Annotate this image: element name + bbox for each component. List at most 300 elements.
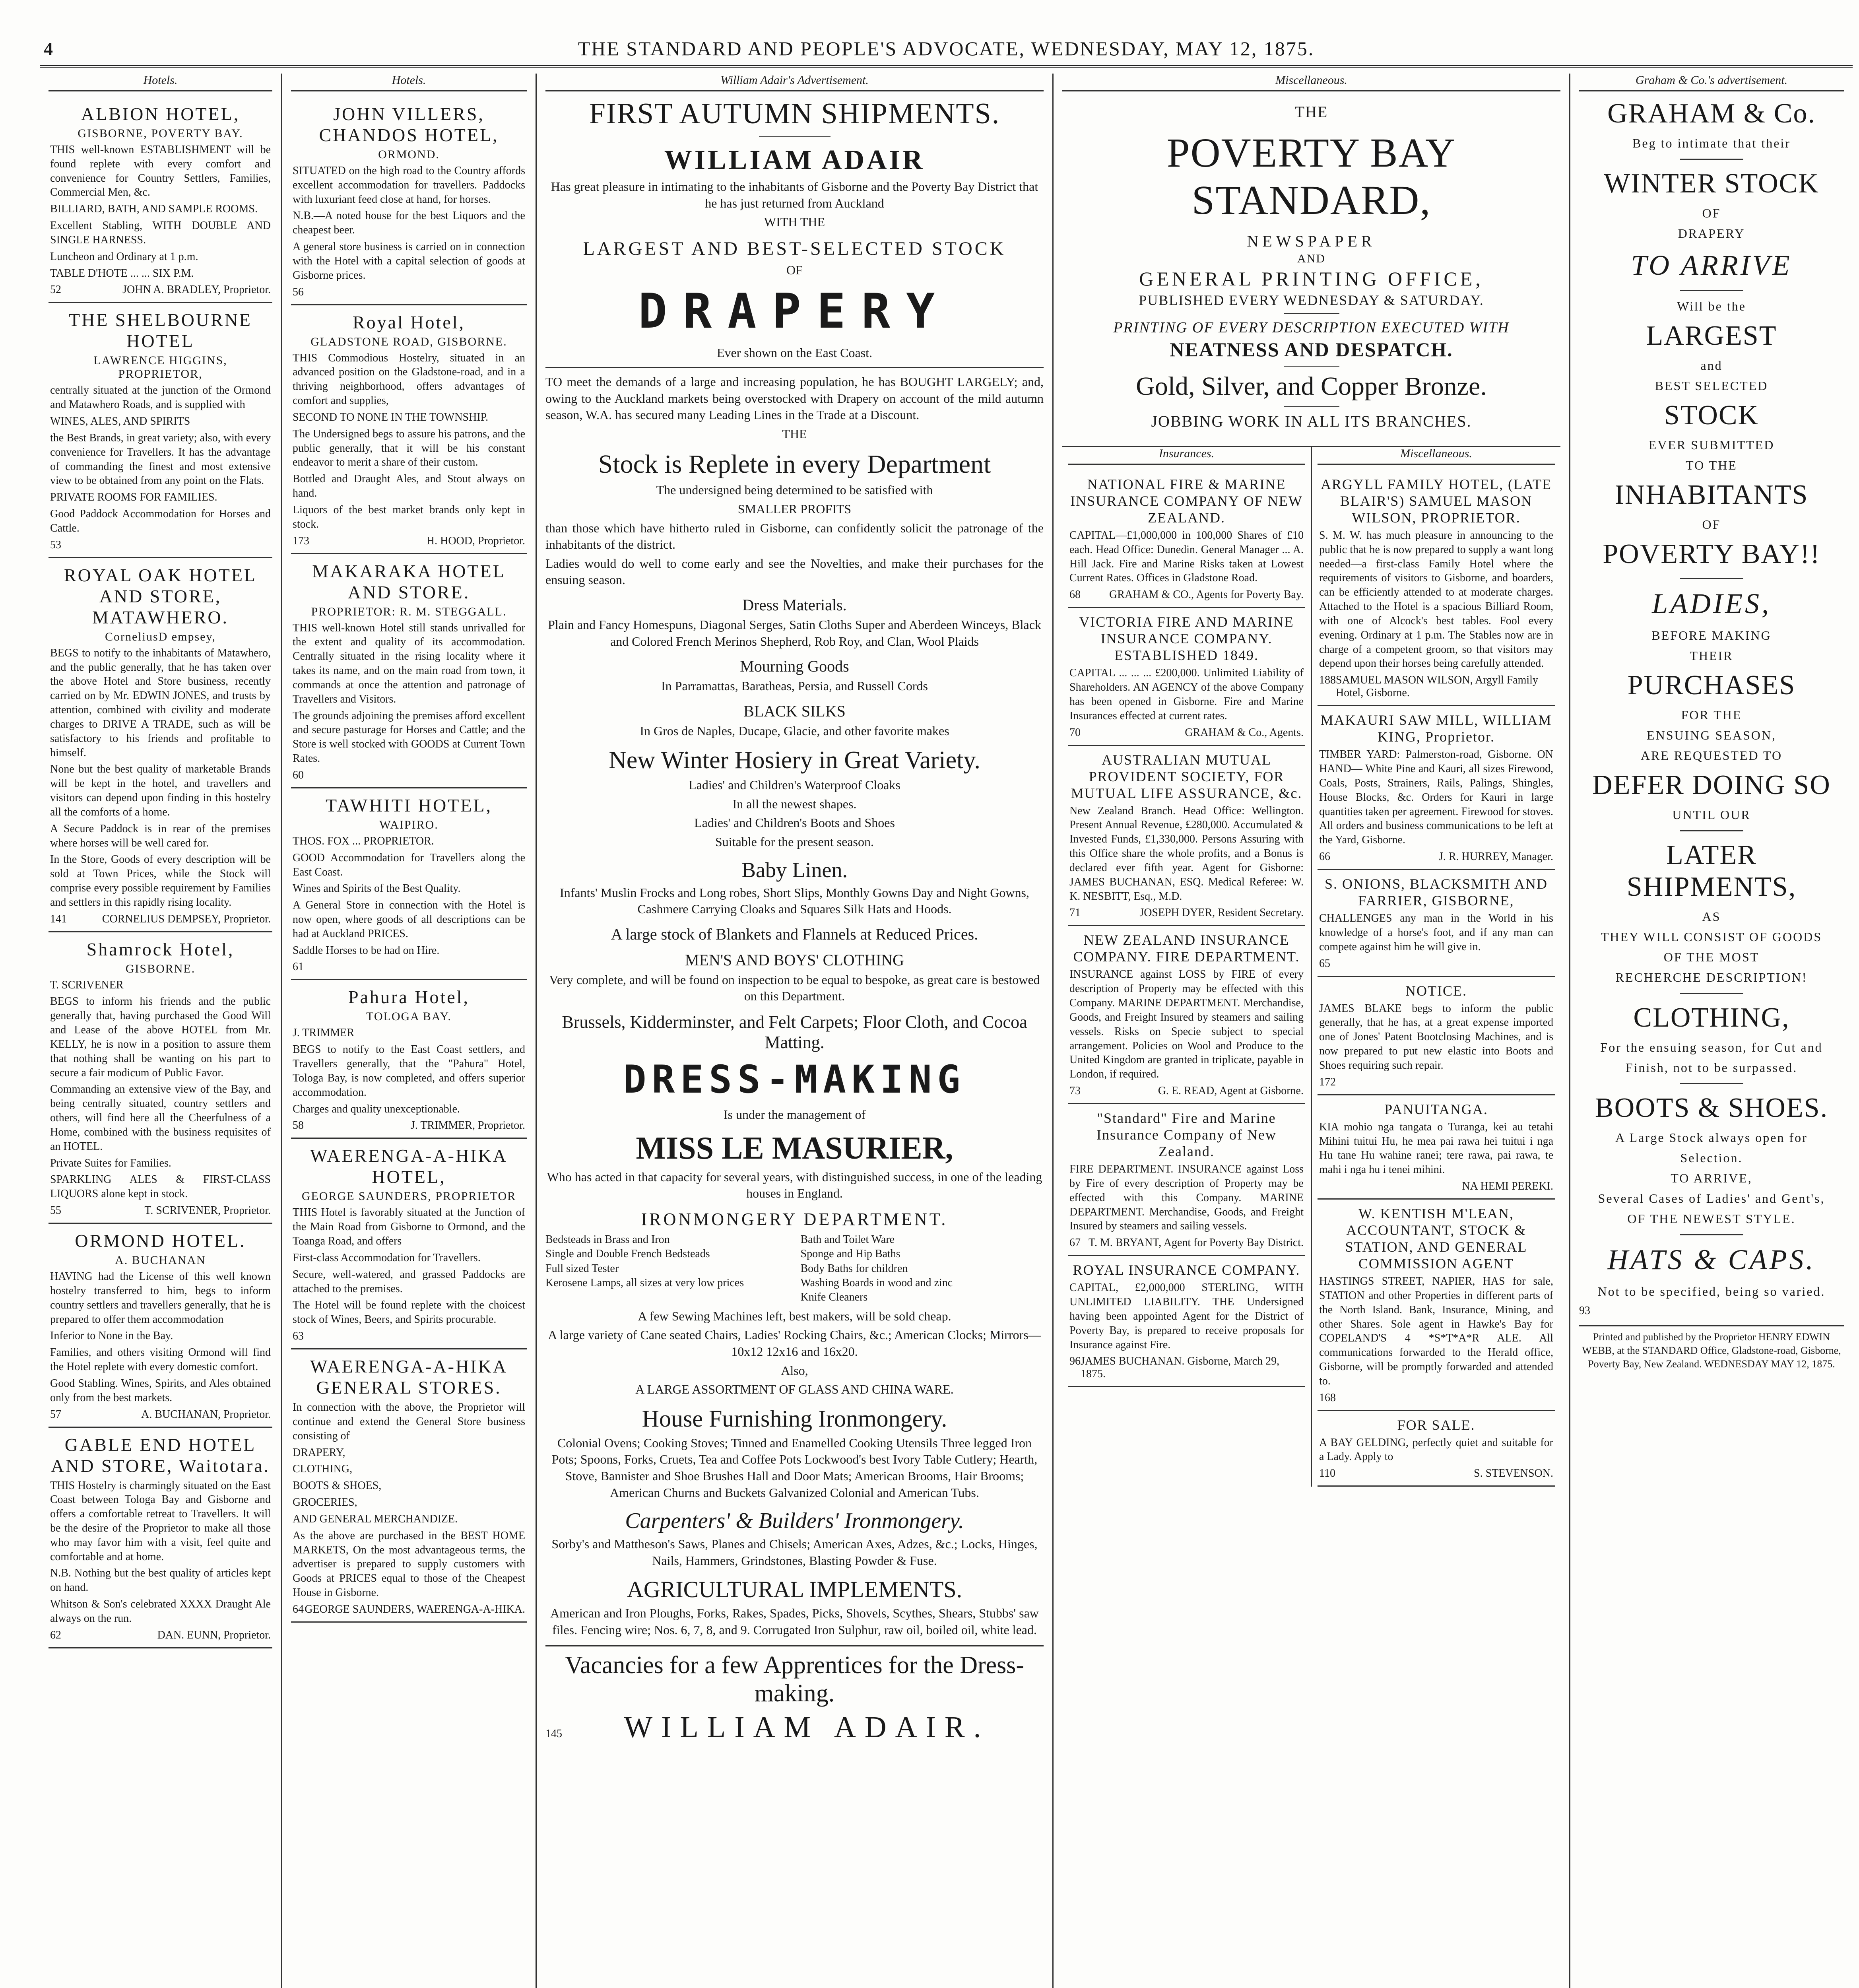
graham-line: LATER SHIPMENTS, xyxy=(1626,840,1797,902)
ad-text: INSURANCE against LOSS by FIRE of every description of Property may be effected with this Company. MARINE DEPARTMENT. Merchandise, Goods, and Freight Insured by steamers and sailing vessels. Risks on Specie subject to special arrangement. Policies on Wool and Produce to the United Kingdom are granted in triplicate, payable in London, if required. xyxy=(1069,968,1304,1081)
ad-number: 60 xyxy=(293,769,304,781)
ad-title: "Standard" Fire and Marine Insurance Company of New Zealand. xyxy=(1096,1110,1277,1160)
adair-iron-list xyxy=(545,1233,1044,1305)
adair-title: FIRST AUTUMN SHIPMENTS. xyxy=(589,97,1000,130)
adair-satisfied: The undersigned being determined to be satisfied with xyxy=(656,483,933,497)
ad-text: Saddle Horses to be had on Hire. xyxy=(293,944,440,957)
hotel-ad xyxy=(49,558,272,932)
adair-iron-heading: IRONMONGERY DEPARTMENT. xyxy=(641,1209,948,1229)
ad-text: THIS Commodious Hostelry, situated in an advanced position on the Gladstone-road, and in a thriving neighborhood, offers advantages of comfort and supplies, xyxy=(293,351,525,407)
ad-number: 73 xyxy=(1069,1085,1081,1097)
ad-number: 173 xyxy=(293,534,309,547)
graham-line: THEY WILL CONSIST OF GOODS xyxy=(1601,930,1822,944)
graham-line: INHABITANTS xyxy=(1614,480,1809,510)
ad-signature xyxy=(50,913,271,926)
graham-line: OF xyxy=(1702,206,1721,220)
ad-title: TAWHITI HOTEL, xyxy=(325,795,493,815)
notice-ad xyxy=(1318,1411,1555,1487)
adair-silks-text: In Gros de Naples, Ducape, Glacie, and other favorite makes xyxy=(640,723,949,738)
notice-ad xyxy=(1068,470,1305,608)
standard-jobbing: JOBBING WORK IN ALL ITS BRANCHES. xyxy=(1151,412,1472,430)
ad-proprietor-name: CORNELIUS DEMPSEY, xyxy=(102,912,221,925)
graham-line: Several Cases of Ladies' and Gent's, xyxy=(1598,1191,1825,1206)
ad-signatory: T. M. BRYANT, Agent for Poverty Bay District. xyxy=(1088,1237,1304,1249)
adair-with: WITH THE xyxy=(764,215,825,229)
adair-footer: WILLIAM ADAIR. xyxy=(624,1710,990,1744)
ad-number: 67 xyxy=(1069,1237,1081,1249)
standard-printing: PRINTING OF EVERY DESCRIPTION EXECUTED WITH xyxy=(1113,319,1510,336)
ad-text: AND GENERAL MERCHANDIZE. xyxy=(293,1512,458,1525)
standard-newspaper: NEWSPAPER xyxy=(1247,232,1376,250)
ad-number: 168 xyxy=(1319,1391,1336,1404)
ad-proprietor xyxy=(427,535,525,547)
ad-proprietor-name: JOHN A. BRADLEY, xyxy=(122,283,221,296)
adair-under: Is under the management of xyxy=(723,1107,866,1122)
graham-line: OF xyxy=(1702,517,1721,532)
ad-title: WAERENGA-A-HIKA GENERAL STORES. xyxy=(310,1356,508,1398)
ad-title: ROYAL INSURANCE COMPANY. xyxy=(1073,1262,1300,1278)
ad-proprietor-role: Proprietor. xyxy=(478,1119,525,1132)
ad-signatory: GRAHAM & CO., Agents for Poverty Bay. xyxy=(1109,588,1304,601)
ad-signature xyxy=(50,1629,271,1642)
ad-number: 70 xyxy=(1069,726,1081,739)
graham-line: PURCHASES xyxy=(1627,670,1796,701)
ad-subtitle: TOLOGA BAY. xyxy=(366,1010,452,1023)
ad-text: HASTINGS STREET, NAPIER, HAS for sale, STATION and other Properties in different parts of the North Island. Bank, Insurance, Mining, and other Shares. Sole agent in Hawke's Bay for COPELAND'S 4 *S*T*A*R ALE. All communications forwarded to the Herald office, Gisborne, will be promptly forwarded and attended to. xyxy=(1319,1275,1553,1387)
notice-ad xyxy=(1318,470,1555,706)
graham-line: Not to be specified, being so varied. xyxy=(1597,1284,1826,1299)
ad-title: THE SHELBOURNE HOTEL xyxy=(68,310,252,351)
ad-signature xyxy=(50,1408,271,1421)
ad-proprietor xyxy=(305,1603,525,1616)
ad-title: MAKARAKA HOTEL AND STORE. xyxy=(312,561,506,602)
adair-also: Also, xyxy=(781,1363,808,1378)
ad-proprietor-name: H. HOOD, xyxy=(426,534,475,547)
adair-dress-text: Plain and Fancy Homespuns, Diagonal Serges, Satin Cloths Super and Aberdeen Winceys, Black and Colored French Merinos Shepherd, Rob Roy, and Clan, Wool Plaids xyxy=(548,617,1041,648)
graham-line: DRAPERY xyxy=(1678,226,1745,241)
ad-number: 63 xyxy=(293,1330,304,1343)
ad-text: Good Stabling. Wines, Spirits, and Ales obtained only from the best markets. xyxy=(50,1377,271,1404)
ad-subtitle: A. BUCHANAN xyxy=(115,1254,206,1267)
ad-proprietor xyxy=(141,1408,271,1421)
ad-signature xyxy=(293,535,525,547)
divider xyxy=(1680,1234,1743,1235)
ad-number: 65 xyxy=(1319,957,1330,970)
ad-number: 188 xyxy=(1319,674,1336,687)
ad-signature xyxy=(293,961,525,973)
ad-number: 110 xyxy=(1319,1467,1335,1480)
hotel-ad xyxy=(291,1349,527,1623)
ad-text: Good Paddock Accommodation for Horses and Cattle. xyxy=(50,508,271,534)
adair-men-text: Very complete, and will be found on inspection to be equal to bespoke, as great care is bestowed on this Department. xyxy=(549,972,1040,1004)
ad-signature xyxy=(1319,957,1553,970)
ad-text: A Secure Paddock is in rear of the premises where horses will be well cared for. xyxy=(50,822,271,849)
graham-line: TO ARRIVE, xyxy=(1671,1171,1752,1185)
ad-text: THIS Hostelry is charmingly situated on the East Coast between Tologa Bay and Gisborne and offers a comfortable retreat to Travellers. It will be the desire of the Proprietor to make all those who may favor him with a visit, feel quite and comfortable and at home. xyxy=(50,1479,271,1563)
ad-subtitle: GLADSTONE ROAD, GISBORNE. xyxy=(310,335,507,348)
ad-title: Shamrock Hotel, xyxy=(86,939,235,959)
graham-line: and xyxy=(1700,358,1723,373)
ad-subtitle: ORMOND. xyxy=(378,148,440,161)
graham-line: BEFORE MAKING xyxy=(1651,628,1772,643)
ad-text: In the Store, Goods of every description will be sold at Town Prices, while the Stock will comprise every possible requirement by Families and settlers in this rapidly rising locality. xyxy=(50,853,271,909)
ad-text: Charges and quality unexceptionable. xyxy=(293,1103,460,1115)
masthead-title: THE STANDARD AND PEOPLE'S ADVOCATE, WEDNESDAY, MAY 12, 1875. xyxy=(578,37,1315,60)
graham-line: Finish, not to be surpassed. xyxy=(1625,1060,1798,1075)
subcolumn-heading: Insurances. xyxy=(1068,447,1305,465)
ad-text: WINES, ALES, AND SPIRITS xyxy=(50,415,190,428)
ad-text: Secure, well-watered, and grassed Paddocks are attached to the premises. xyxy=(293,1268,525,1295)
ad-text: A general store business is carried on in connection with the Hotel with a capital selection of goods at Gisborne prices. xyxy=(293,241,525,282)
ad-title: W. KENTISH M'LEAN, ACCOUNTANT, STOCK & STATION, AND GENERAL COMMISSION AGENT xyxy=(1345,1206,1527,1272)
hotel-ad xyxy=(291,1139,527,1349)
adair-largest: LARGEST AND BEST-SELECTED STOCK xyxy=(583,238,1006,259)
ad-text: THIS well-known ESTABLISHMENT will be found replete with every comfort and convenience for Country Settlers, Families, Commercial Men, &c. xyxy=(50,144,271,199)
column-heading: Miscellaneous. xyxy=(1062,74,1560,91)
adair-vacancies: Vacancies for a few Apprentices for the Dress-making. xyxy=(545,1645,1044,1708)
adair-miss: MISS LE MASURIER, xyxy=(636,1130,953,1166)
ad-text: The Hotel will be found replete with the choicest stock of Wines, Beers, and Spirits procurable. xyxy=(293,1299,525,1326)
ad-subtitle: GISBORNE, POVERTY BAY. xyxy=(78,127,243,140)
ad-title: NOTICE. xyxy=(1405,982,1467,999)
ad-text: Private Suites for Families. xyxy=(50,1157,171,1169)
column-heading: Graham & Co.'s advertisement. xyxy=(1579,74,1844,91)
ad-signature xyxy=(1319,1180,1553,1193)
adair-cloaks-text: In all the newest shapes. xyxy=(732,796,857,811)
ad-title: NATIONAL FIRE & MARINE INSURANCE COMPANY OF NEW ZEALAND. xyxy=(1070,476,1303,526)
hotel-ad xyxy=(49,97,272,303)
column-heading: Hotels. xyxy=(291,74,527,91)
misc-subcolumn xyxy=(1312,447,1560,1487)
graham-line: GRAHAM & Co. xyxy=(1607,98,1816,129)
ad-signature xyxy=(50,283,271,296)
ad-signatory: JAMES BUCHANAN. Gisborne, March 29, 1875. xyxy=(1081,1355,1280,1380)
ad-text: First-class Accommodation for Travellers. xyxy=(293,1251,481,1264)
notice-ad xyxy=(1068,1104,1305,1256)
standard-neatness: NEATNESS AND DESPATCH. xyxy=(1170,338,1453,361)
column-miscellaneous xyxy=(1054,74,1570,1988)
adair-ever: Ever shown on the East Coast. xyxy=(716,346,873,360)
ad-signature xyxy=(1319,1467,1553,1480)
ad-subtitle: WAIPIRO. xyxy=(379,818,439,831)
ad-text: T. SCRIVENER xyxy=(50,978,124,991)
notice-ad xyxy=(1068,926,1305,1104)
adair-of: OF xyxy=(786,262,803,277)
adair-drapery: DRAPERY xyxy=(638,284,951,340)
ad-signature xyxy=(293,1603,525,1616)
ad-title: FOR SALE. xyxy=(1397,1417,1475,1433)
hotel-ad xyxy=(291,980,527,1139)
column-heading: Hotels. xyxy=(49,74,272,91)
ad-signature xyxy=(293,1119,525,1132)
ad-signature xyxy=(1069,726,1304,739)
ad-text: SITUATED on the high road to the Country affords excellent accommodation for travellers. Paddocks with luxuriant feed close at hand, for horses. xyxy=(293,165,525,206)
ad-text: centrally situated at the junction of the Ormond and Matawhero Roads, and is supplied with xyxy=(50,384,271,411)
divider xyxy=(1680,993,1743,994)
ad-text: CAPITAL, £2,000,000 STERLING, WITH UNLIMITED LIABILITY. THE Undersigned having been appointed Agent for the District of Poverty Bay, is prepared to receive proposals for Insurance against Fire. xyxy=(1069,1281,1304,1351)
ad-title: GABLE END HOTEL AND STORE, Waitotara. xyxy=(50,1434,270,1476)
ad-signatory: G. E. READ, Agent at Gisborne. xyxy=(1158,1085,1304,1097)
ad-title: JOHN VILLERS, CHANDOS HOTEL, xyxy=(319,104,499,145)
ad-proprietor xyxy=(157,1629,271,1642)
ad-number: 61 xyxy=(293,961,304,973)
ad-signature xyxy=(1069,1355,1304,1380)
standard-and: AND xyxy=(1297,252,1325,265)
ad-text: Families, and others visiting Ormond will find the Hotel replete with every domestic comfort. xyxy=(50,1346,271,1373)
adair-chairs: A large variety of Cane seated Chairs, Ladies' Rocking Chairs, &c.; American Clocks; Mirrors—10x12 12x16 and 16x20. xyxy=(548,1328,1041,1359)
ad-text: PRIVATE ROOMS FOR FAMILIES. xyxy=(50,491,217,504)
ad-text: J. TRIMMER xyxy=(293,1027,355,1039)
ad-subtitle: LAWRENCE HIGGINS, PROPRIETOR, xyxy=(93,354,227,381)
ad-text: TIMBER YARD: Palmerston-road, Gisborne. ON HAND— White Pine and Kauri, all sizes Firewood, Coals, Posts, Strainers, Rails, Palings, Shingles, House Blocks, &c. Orders for Kauri in large quantities taken per agreement. Firewood for stoves. All orders and business communications to be left at the Yard, Gisborne. xyxy=(1319,748,1553,846)
ad-proprietor-role: Proprietor. xyxy=(223,912,271,925)
ad-text: Commanding an extensive view of the Bay, and being centrally situated, country settlers and others, will find here all the Cheerfulness of a Home, combined with the business requisites of an HOTEL. xyxy=(50,1083,271,1153)
ad-number: 64 xyxy=(293,1603,304,1615)
ad-title: ORMOND HOTEL. xyxy=(75,1231,246,1251)
ad-number: 145 xyxy=(545,1728,562,1740)
ad-signature xyxy=(1069,588,1304,601)
hotel-ad xyxy=(49,303,272,558)
ad-signature xyxy=(50,1204,271,1217)
ad-number: 172 xyxy=(1319,1076,1336,1088)
ad-title: ARGYLL FAMILY HOTEL, (LATE BLAIR'S) SAMUEL MASON WILSON, PROPRIETOR. xyxy=(1321,476,1552,526)
ad-signature xyxy=(1069,1085,1304,1097)
ad-signatory: J. R. HURREY, Manager. xyxy=(1438,850,1553,863)
ad-text: BOOTS & SHOES, xyxy=(293,1479,382,1492)
ad-text: Inferior to None in the Bay. xyxy=(50,1330,173,1342)
column-graham-advertisement xyxy=(1570,74,1853,1988)
ad-signatory: S. STEVENSON. xyxy=(1474,1467,1553,1480)
ad-proprietor-role: Proprietor. xyxy=(478,534,525,547)
ad-title: ROYAL OAK HOTEL AND STORE, MATAWHERO. xyxy=(64,565,257,627)
ad-title: PANUITANGA. xyxy=(1384,1101,1488,1117)
ad-signatory: NA HEMI PEREKI. xyxy=(1462,1180,1553,1193)
ad-text: TABLE D'HOTE ... ... SIX P.M. xyxy=(50,267,194,280)
ad-proprietor xyxy=(122,283,271,296)
ad-signature xyxy=(1319,1076,1553,1089)
ad-signature xyxy=(293,286,525,299)
ad-text: Bottled and Draught Ales, and Stout always on hand. xyxy=(293,473,525,500)
graham-line: Selection. xyxy=(1680,1151,1743,1165)
ad-number: 66 xyxy=(1319,850,1330,863)
graham-line: STOCK xyxy=(1664,400,1759,431)
ad-text: SECOND TO NONE IN THE TOWNSHIP. xyxy=(293,411,489,423)
ad-text: BILLIARD, BATH, AND SAMPLE ROOMS. xyxy=(50,203,258,215)
adair-carpenters-text: Sorby's and Mattheson's Saws, Planes and Chisels; American Axes, Adzes, &c.; Locks, Hinges, Nails, Hammers, Grindstones, Blasting Powder & Fuse. xyxy=(551,1537,1038,1568)
ad-text: A BAY GELDING, perfectly quiet and suitable for a Lady. Apply to xyxy=(1319,1436,1553,1463)
standard-published: PUBLISHED EVERY WEDNESDAY & SATURDAY. xyxy=(1139,292,1484,308)
graham-line: FOR THE xyxy=(1681,708,1742,722)
adair-meet: TO meet the demands of a large and increasing population, he has BOUGHT LARGELY; and, owing to the Auckland markets being overstocked with Drapery on account of the mild autumn season, W.A. has secured many Leading Lines in the Trade at a Discount. xyxy=(545,367,1044,423)
ad-text: THIS well-known Hotel still stands unrivalled for the extent and quality of its accommodation. Centrally situated in the rising locality where it takes its name, and on the main road from town, it commands at once the attention and patronage of Travellers and Visitors. xyxy=(293,621,525,705)
ad-text: JAMES BLAKE begs to inform the public generally, that he has, at a great expense imported one of Jones' Patent Bootclosing Machines, and is now prepared to put new elastic into Boots and Shoes requiring such repair. xyxy=(1319,1002,1553,1072)
graham-line: OF THE MOST xyxy=(1663,950,1760,964)
ad-signature xyxy=(1319,1392,1553,1404)
divider xyxy=(1284,366,1339,367)
ad-text: Whitson & Son's celebrated XXXX Draught Ale always on the run. xyxy=(50,1598,271,1625)
standard-gpo: GENERAL PRINTING OFFICE, xyxy=(1139,268,1484,290)
ad-title: S. ONIONS, BLACKSMITH AND FARRIER, GISBORNE, xyxy=(1324,876,1548,909)
adair-boots: Ladies' and Children's Boots and Shoes xyxy=(694,815,895,830)
adair-sewing: A few Sewing Machines left, best makers, will be sold cheap. xyxy=(638,1309,951,1323)
divider xyxy=(1680,290,1743,291)
adair-baby-text: Infants' Muslin Frocks and Long robes, Short Slips, Monthly Gowns Day and Night Gowns, Cashmere Carrying Cloaks and Squares Silk Hats and Hoods. xyxy=(560,885,1029,916)
graham-line: UNTIL OUR xyxy=(1672,808,1751,822)
hotel-ad xyxy=(49,932,272,1224)
ad-text: GROCERIES, xyxy=(293,1496,357,1509)
graham-line: RECHERCHE DESCRIPTION! xyxy=(1615,970,1808,984)
adair-glass: A LARGE ASSORTMENT OF GLASS AND CHINA WARE. xyxy=(635,1382,954,1397)
graham-line: HATS & CAPS. xyxy=(1607,1244,1816,1276)
ad-proprietor-role: Proprietor. xyxy=(223,283,271,296)
adair-house-heading: House Furnishing Ironmongery. xyxy=(642,1405,947,1432)
ad-text: Luncheon and Ordinary at 1 p.m. xyxy=(50,250,198,263)
notice-ad xyxy=(1068,1256,1305,1387)
ad-signature xyxy=(50,539,271,551)
ad-signatory: SAMUEL MASON WILSON, Argyll Family Hotel, Gisborne. xyxy=(1336,674,1538,699)
ad-subtitle: CorneliusD empsey, xyxy=(105,630,216,643)
ad-title: Pahura Hotel, xyxy=(348,987,470,1008)
subcolumn-heading: Miscellaneous. xyxy=(1318,447,1555,465)
ad-title: MAKAURI SAW MILL, WILLIAM KING, Proprietor. xyxy=(1320,712,1552,745)
ad-text: A General Store in connection with the Hotel is now open, where goods of all descriptions can be had at Auckland PRICES. xyxy=(293,899,525,940)
adair-cloaks: Ladies' and Children's Waterproof Cloaks xyxy=(689,778,900,792)
ad-text: N.B.—A noted house for the best Liquors and the cheapest beer. xyxy=(293,210,525,237)
ad-proprietor-name: GEORGE SAUNDERS, xyxy=(305,1603,414,1615)
ad-title: VICTORIA FIRE AND MARINE INSURANCE COMPANY. ESTABLISHED 1849. xyxy=(1079,614,1294,664)
ad-proprietor xyxy=(102,913,271,926)
ad-signature xyxy=(1319,674,1553,699)
ad-number: 52 xyxy=(50,283,61,296)
adair-boots-text: Suitable for the present season. xyxy=(715,835,874,849)
graham-line: EVER SUBMITTED xyxy=(1648,438,1775,452)
divider xyxy=(1680,578,1743,579)
ad-number: 53 xyxy=(50,538,61,551)
ad-text: the Best Brands, in great variety; also, with every convenience for Travellers. It has the advantage of commanding the finest and most extensive view to be obtained from any point on the Flats. xyxy=(50,431,271,487)
graham-line: For the ensuing season, for Cut and xyxy=(1600,1040,1823,1054)
standard-the: THE xyxy=(1294,103,1328,121)
adair-the: THE xyxy=(782,426,807,441)
ad-proprietor xyxy=(144,1204,271,1217)
ad-text: CAPITAL ... ... ... £200,000. Unlimited Liability of Shareholders. AN AGENCY of the above Company has been opened in Gisborne. Fire and Marine Insurances effected at current rates. xyxy=(1069,667,1304,722)
adair-stock: Stock is Replete in every Department xyxy=(598,450,991,479)
ad-proprietor-role: Proprietor. xyxy=(223,1204,271,1217)
graham-line: CLOTHING, xyxy=(1633,1002,1790,1033)
notice-ad xyxy=(1318,1200,1555,1411)
graham-line: Will be the xyxy=(1677,299,1746,313)
ad-title: ALBION HOTEL, xyxy=(81,104,240,124)
graham-line: POVERTY BAY!! xyxy=(1603,539,1820,569)
ad-proprietor-name: DAN. EUNN, xyxy=(157,1629,221,1641)
ad-text: THOS. FOX ... PROPRIETOR. xyxy=(293,835,434,847)
ad-signature xyxy=(1319,850,1553,863)
ad-proprietor-role: Proprietor. xyxy=(223,1408,271,1421)
adair-smaller: SMALLER PROFITS xyxy=(737,501,852,516)
ad-signature xyxy=(293,1330,525,1343)
adair-men-heading: MEN'S AND BOYS' CLOTHING xyxy=(685,951,904,969)
ad-text: BEGS to notify to the East Coast settlers, and Travellers generally, that the "Pahura" Hotel, Tologa Bay, is now completed, and offers superior accommodation. xyxy=(293,1043,525,1099)
adair-dress-heading: Dress Materials. xyxy=(742,596,847,614)
adair-iron-right: Bath and Toilet Ware Sponge and Hip Baths Body Baths for children Washing Boards in wood and zinc Knife Cleaners xyxy=(800,1233,953,1304)
ad-text: As the above are purchased in the BEST HOME MARKETS, On the most advantageous terms, the advertiser is prepared to supply customers with Goods at PRICES equal to those of the Cheapest House in Gisborne. xyxy=(293,1529,525,1599)
ad-signatory: JOSEPH DYER, Resident Secretary. xyxy=(1139,907,1304,919)
ad-proprietor-name: J. TRIMMER, xyxy=(410,1119,475,1132)
ad-proprietor-name: T. SCRIVENER, xyxy=(144,1204,221,1217)
ad-number: 57 xyxy=(50,1408,61,1421)
masthead xyxy=(40,32,1853,68)
ad-title: Royal Hotel, xyxy=(352,312,466,332)
ad-text: The Undersigned begs to assure his patrons, and the public generally, that it will be his constant endeavor to merit a share of their custom. xyxy=(293,427,525,469)
ad-number: 141 xyxy=(50,912,67,925)
ad-subtitle: GEORGE SAUNDERS, PROPRIETOR xyxy=(301,1190,516,1203)
standard-bronze: Gold, Silver, and Copper Bronze. xyxy=(1136,372,1487,401)
ad-proprietor xyxy=(411,1119,525,1132)
adair-agri-text: American and Iron Ploughs, Forks, Rakes, Spades, Picks, Shovels, Scythes, Shears, Stubbs' saw files. Fencing wire; Nos. 6, 7, 8, and 9. Corrugated Iron Sulphur, raw oil, boiled oil, white lead. xyxy=(550,1606,1039,1637)
ad-number: 58 xyxy=(293,1119,304,1132)
divider xyxy=(1680,1083,1743,1084)
graham-line: LADIES, xyxy=(1652,588,1771,619)
ad-number: 96 xyxy=(1069,1355,1081,1368)
imprint: Printed and published by the Proprietor HENRY EDWIN WEBB, at the STANDARD Office, Gladstone-road, Gisborne, Poverty Bay, New Zealand. WEDNESDAY MAY 12, 1875. xyxy=(1579,1325,1844,1371)
graham-line: DEFER DOING SO xyxy=(1592,770,1831,800)
graham-line: ARE REQUESTED TO xyxy=(1640,748,1783,763)
ad-subtitle: PROPRIETOR: R. M. STEGGALL. xyxy=(311,605,507,618)
ad-text: CLOTHING, xyxy=(293,1463,353,1475)
graham-line: AS xyxy=(1702,909,1721,924)
graham-line: OF THE NEWEST STYLE. xyxy=(1627,1211,1796,1226)
ad-text: N.B. Nothing but the best quality of articles kept on hand. xyxy=(50,1567,271,1594)
divider xyxy=(759,136,831,137)
ad-text: BEGS to notify to the inhabitants of Matawhero, and the public generally, that he has taken over the above Hotel and Store business, recently carried on by Mr. EDWIN JONES, and trusts by attention, combined with civility and moderate charges to DRIVE A TRADE, such as will be satisfactory to his friends and profitable to himself. xyxy=(50,646,271,759)
ad-signature xyxy=(1069,1237,1304,1249)
hotel-ad xyxy=(49,1224,272,1427)
adair-silks-heading: BLACK SILKS xyxy=(743,702,846,720)
notice-ad xyxy=(1318,1095,1555,1200)
column-adair-advertisement xyxy=(537,74,1054,1988)
ad-signature xyxy=(293,769,525,782)
insurances-subcolumn xyxy=(1062,447,1312,1487)
ad-text: DRAPERY, xyxy=(293,1446,345,1459)
ad-text: FIRE DEPARTMENT. INSURANCE against Loss by Fire of every description of Property may be effected with this Company. MARINE DEPARTMENT. Merchandise, Goods, and Freight Insured by steamers and sailing vessels. xyxy=(1069,1163,1304,1233)
divider xyxy=(1284,313,1339,314)
adair-mourning-text: In Parramattas, Baratheas, Persia, and Russell Cords xyxy=(661,679,928,693)
ad-text: Wines and Spirits of the Best Quality. xyxy=(293,882,461,895)
ad-number: 93 xyxy=(1579,1305,1590,1317)
ad-number: 62 xyxy=(50,1629,61,1641)
ad-text: THIS Hotel is favorably situated at the Junction of the Main Road from Gisborne to Ormond, and the Toanga Road, and offers xyxy=(293,1206,525,1248)
graham-line: BEST SELECTED xyxy=(1655,379,1768,393)
graham-line: WINTER STOCK xyxy=(1604,168,1819,199)
ad-signatory: GRAHAM & Co., Agents. xyxy=(1185,726,1304,739)
notice-ad xyxy=(1318,706,1555,870)
adair-than: than those which have hitherto ruled in Gisborne, can confidently solicit the patronage of the inhabitants of the district. xyxy=(545,520,1044,552)
adair-house-text: Colonial Ovens; Cooking Stoves; Tinned and Enamelled Cooking Utensils Three legged Iron Pots; Spoons, Forks, Cruets, Tea and Coffee Pots Lockwood's best Ivory Table Cutlery; Hearth, Stove, Bannister and Shoe Brushes Hall and Door Mats; American Brooms, Hair Brooms; American Churns and Buckets Galvanized Colonial and American Tubs. xyxy=(551,1435,1038,1500)
ad-text: Excellent Stabling, WITH DOUBLE AND SINGLE HARNESS. xyxy=(50,219,271,246)
ad-proprietor-role: WAERENGA-A-HIKA. xyxy=(417,1603,525,1615)
adair-intro: Has great pleasure in intimating to the inhabitants of Gisborne and the Poverty Bay District that he has just returned from Auckland xyxy=(551,179,1038,210)
adair-mourning-heading: Mourning Goods xyxy=(740,657,849,676)
graham-line: THEIR xyxy=(1690,648,1733,663)
notice-ad xyxy=(1318,870,1555,977)
ad-text: None but the best quality of marketable Brands will be kept in the hotel, and travellers and visitors can depend upon finding in this hostelry all the comforts of a home. xyxy=(50,763,271,818)
adair-who: Who has acted in that capacity for several years, with distinguished success, in one of the leading houses in England. xyxy=(547,1169,1042,1201)
ad-text: The grounds adjoining the premises afford excellent and secure pasturage for Horses and Cattle; and the Store is well stocked with GOODS at Current Town Rates. xyxy=(293,709,525,765)
ad-title: AUSTRALIAN MUTUAL PROVIDENT SOCIETY, FOR MUTUAL LIFE ASSURANCE, &c. xyxy=(1071,751,1302,801)
adair-baby-heading: Baby Linen. xyxy=(741,858,848,882)
adair-agri-heading: AGRICULTURAL IMPLEMENTS. xyxy=(627,1576,962,1603)
ad-text: SPARKLING ALES & FIRST-CLASS LIQUORS alone kept in stock. xyxy=(50,1173,271,1200)
ad-text: CHALLENGES any man in the World in his knowledge of a horse's foot, and if any man can compete against him he will give in. xyxy=(1319,912,1553,953)
